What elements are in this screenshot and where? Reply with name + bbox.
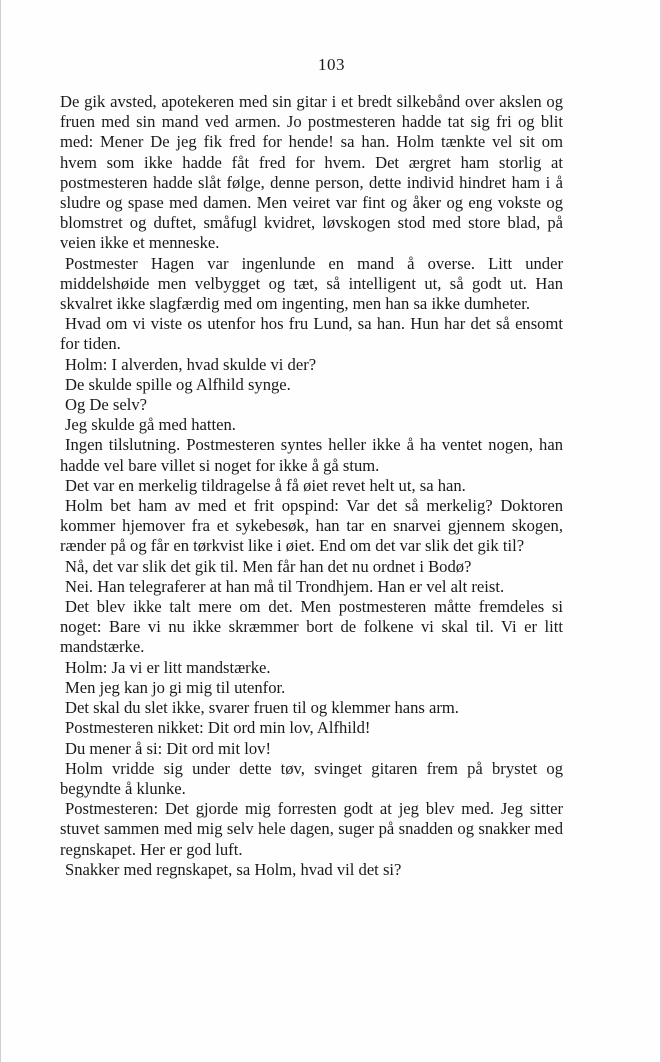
body-text: [60, 92, 563, 880]
paragraph: Men jeg kan jo gi mig til utenfor.: [64, 677, 286, 697]
paragraph: Det skal du slet ikke, svarer fruen til og klemmer hans arm.: [64, 698, 459, 718]
paragraph: Holm vridde sig under dette tøv, svinget gitaren frem på brystet og begyndte å klunke.: [60, 758, 563, 798]
paragraph: De skulde spille og Alfhild synge.: [64, 374, 291, 394]
paragraph: Og De selv?: [64, 395, 147, 415]
paragraph: De gik avsted, apotekeren med sin gitar i et bredt silkebånd over akslen og fruen med sin mand ved armen. Jo postmesteren hadde tat sig fri og blit med: Mener De jeg fik fred for hende! sa han. Holm tænkte vel sit om hvem som ikke hadde fåt fred for hvem. Det ærgret ham storlig at postmesteren hadde slåt følge, denne person, dette individ hindret ham i å sludre og spase med damen. Men veiret var fint og åker og eng vokste og blomstret og duftet, småfugl kvidret, løvskogen stod med store blad, på veien ikke et menneske.: [60, 92, 563, 253]
paragraph: Postmester Hagen var ingenlunde en mand å overse. Litt under middelshøide men velbygget og tæt, så intelligent ut, så godt ut. Han skvalret ikke slagfærdig med om ingenting, men han sa ikke dumheter.: [60, 253, 563, 314]
paragraph: Holm bet ham av med et frit opspind: Var det så merkelig? Doktoren kommer hjemover fra et sykebesøk, han tar en snarvei gjennem skogen, rænder på og får en tørkvist like i øiet. End om det var slik det gik til?: [60, 496, 563, 556]
paragraph: Nei. Han telegraferer at han må til Trondhjem. Han er vel alt reist.: [64, 576, 505, 596]
paragraph: Det var en merkelig tildragelse å få øiet revet helt ut, sa han.: [64, 475, 466, 495]
paragraph: Nå, det var slik det gik til. Men får han det nu ordnet i Bodø?: [64, 556, 472, 576]
page-number: 103: [318, 55, 345, 74]
paragraph: Hvad om vi viste os utenfor hos fru Lund, sa han. Hun har det så ensomt for tiden.: [60, 314, 563, 354]
paragraph: Holm: Ja vi er litt mandstærke.: [64, 657, 271, 677]
paragraph: Ingen tilslutning. Postmesteren syntes heller ikke å ha ventet nogen, han hadde vel bare villet si noget for ikke å gå stum.: [60, 435, 563, 475]
paragraph: Snakker med regnskapet, sa Holm, hvad vil det si?: [64, 859, 402, 879]
paragraph: Holm: I alverden, hvad skulde vi der?: [64, 354, 317, 374]
paragraph: Du mener å si: Dit ord mit lov!: [64, 738, 271, 758]
paragraph: Postmesteren: Det gjorde mig forresten godt at jeg blev med. Jeg sitter stuvet sammen med mig selv hele dagen, suger på snadden og snakker med regnskapet. Her er god luft.: [60, 799, 563, 859]
paragraph: Det blev ikke talt mere om det. Men postmesteren måtte fremdeles si noget: Bare vi nu ikke skræmmer bort de folkene vi skal til. Vi er litt mandstærke.: [60, 597, 563, 657]
paragraph: Postmesteren nikket: Dit ord min lov, Alfhild!: [64, 718, 371, 738]
paragraph: Jeg skulde gå med hatten.: [64, 415, 236, 435]
